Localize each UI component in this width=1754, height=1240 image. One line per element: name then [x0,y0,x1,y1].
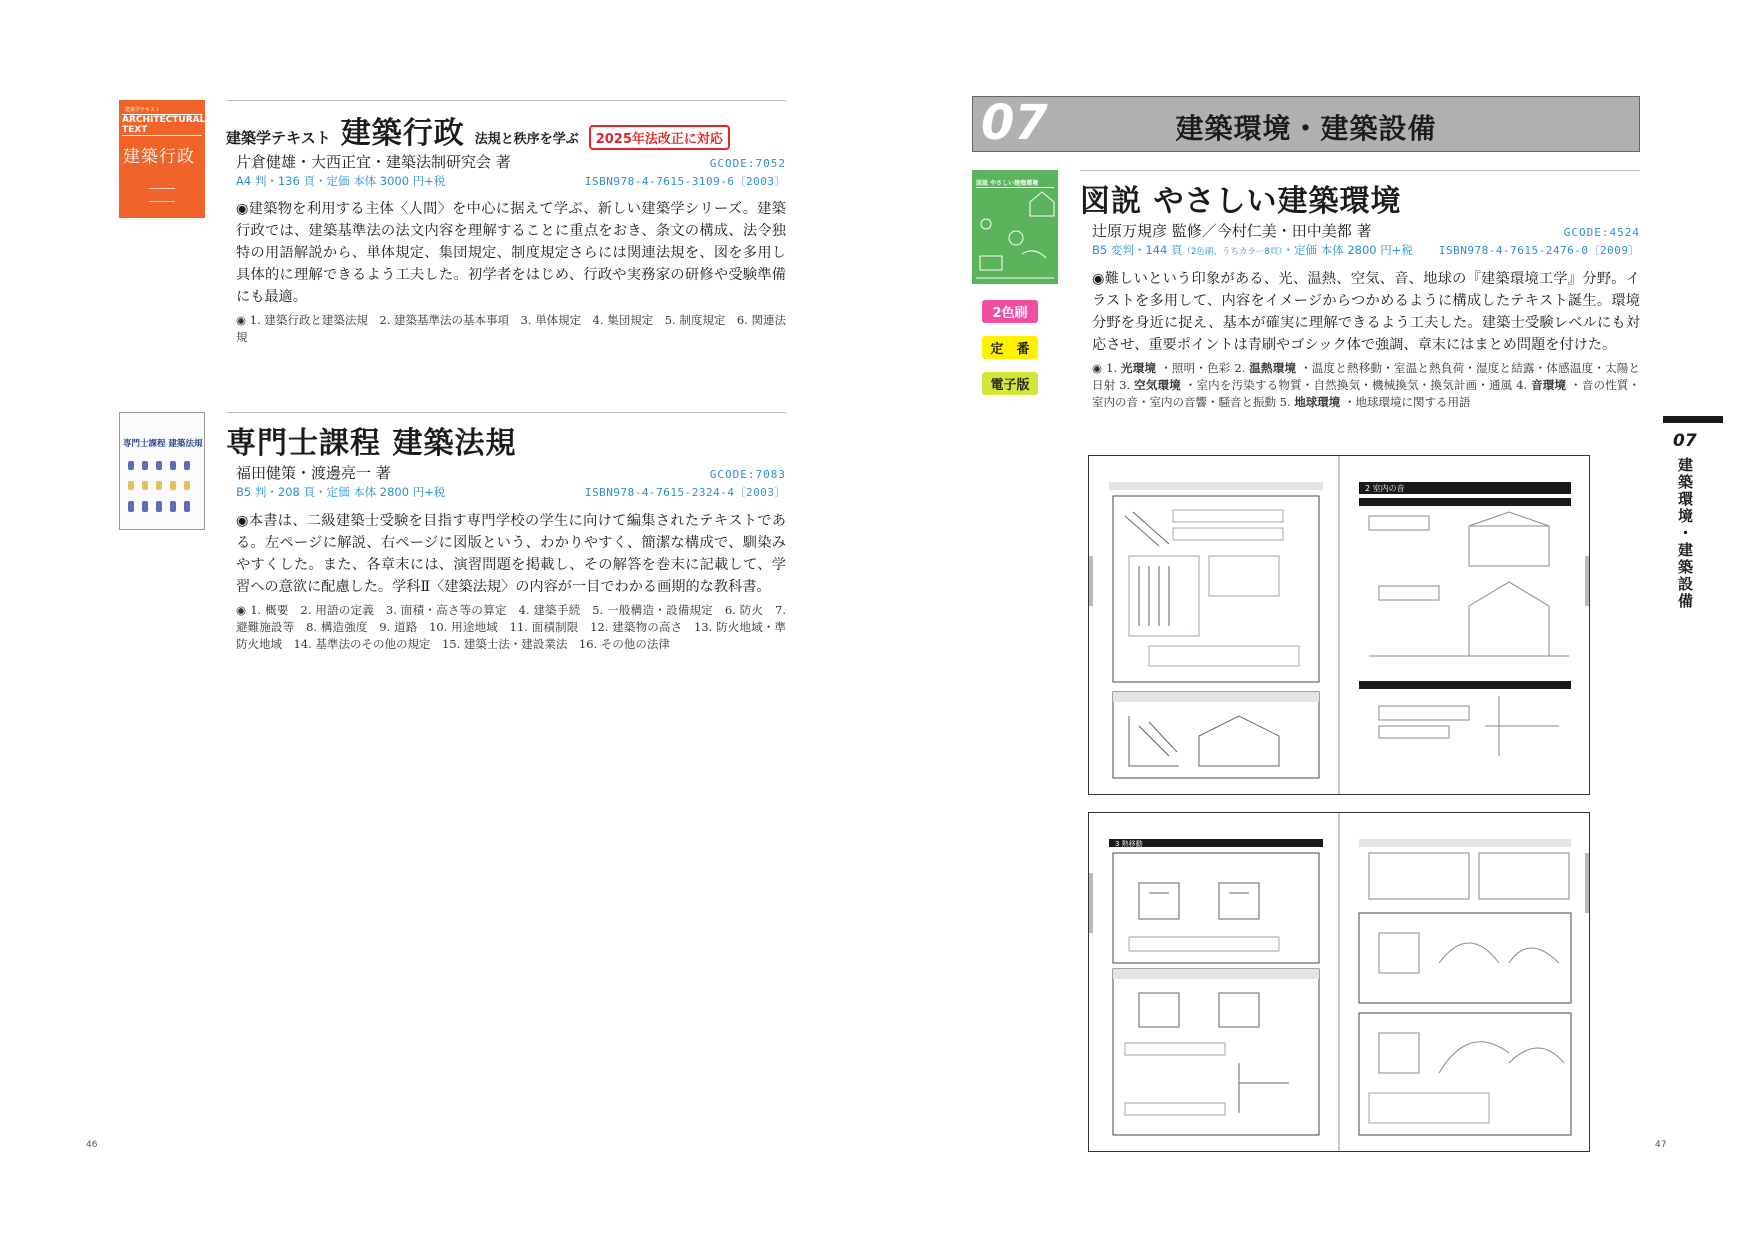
toc-head-5: 地球環境 [1294,395,1341,409]
tag-standard: 定 番 [982,336,1038,359]
title-row [226,108,730,152]
divider-line [226,412,786,413]
sample-spread-2 [1088,812,1590,1152]
book-gcode: GCODE:7083 [709,468,786,481]
divider-line [1080,170,1640,171]
book-isbn: ISBN978-4-7615-3109-6〔2003〕 [584,175,786,188]
sample-spread-2-drawing [1089,813,1589,1151]
book-description: ◉難しいという印象がある、光、温熱、空気、音、地球の『建築環境工学』分野。イラストを多用して、内容をイメージからつかめるように構成したテキスト誕生。環境分野を身近に捉え、基本が確実に理解できるよう工夫した。建築士受験レベルにも対応させ、重要ポイントは青刷やゴシック体で強調、章末にはまとめ問題を付けた。 [1092,271,1640,353]
sample-spread-1 [1088,455,1590,795]
book-isbn: ISBN978-4-7615-2476-0〔2009〕 [1438,244,1640,257]
title-row [1080,176,1401,220]
authors-row [236,151,786,172]
cover-top-big: ARCHITECTURAL TEXT [122,115,205,135]
chapter-number: 07 [981,95,1048,151]
toc-head-1: 光環境 [1121,361,1157,375]
book-toc: ◉ 1. 概要 2. 用語の定義 3. 面積・高さ等の算定 4. 建築手続 5. 一般構造・設備規定 6. 防火 7. 避難施設等 8. 構造強度 9. 道路 10. 用途地域 11. 面積制限 12. 建築物の高さ 13. 防火地域・準防火地域 14. 基準法のその他の規定 15. 建築士法・建設業法 16. その他の法律 [236,603,786,651]
book-cover-senmonshi [119,412,205,530]
book-spec: B5 判・208 頁・定価 本体 2800 円+税 [236,485,446,499]
cover-title: 図説 やさしい建築環境 [976,178,1054,188]
toc-items-3: ・室内を汚染する物質・自然換気・機械換気・換気計画・通風 [1184,378,1513,392]
spec-row [236,173,786,189]
spec-note: （2色刷、うちカラー8頁） [1182,247,1283,257]
chapter-title: 建築環境・建築設備 [1175,112,1437,145]
divider-line [226,100,786,101]
toc-head-3: 空気環境 [1134,378,1181,392]
book-series: 建築学テキスト [226,129,331,147]
cover-pattern [120,455,204,525]
book-description: ◉本書は、二級建築士受験を目指す専門学校の学生に向けて編集されたテキストである。左ページに解説、右ページに図版という、わかりやすく、簡潔な構成で、馴染みやすくした。また、各章末には、演習問題を掲載し、その解答を巻末に記載して、学習への意欲に配慮した。学科Ⅱ〈建築法規〉の内容が一目でわかる画期的な教科書。 [236,513,786,595]
cover-title: 専門士課程 建築法規 [123,439,203,449]
book-spec: A4 判・136 頁・定価 本体 3000 円+税 [236,174,446,188]
spec-row [1092,242,1640,258]
book-title: 専門士課程 建築法規 [226,426,517,461]
book-toc: ◉ 1. 建築行政と建築法規 2. 建築基準法の基本事項 3. 単体規定 4. 集団規定 5. 制度規定 6. 関連法規 [236,313,786,344]
authors-row [236,462,786,483]
spec-row [236,484,786,500]
toc-items-1: ・照明・色彩 [1160,361,1231,375]
book-gcode: GCODE:7052 [709,157,786,170]
book-gcode: GCODE:4524 [1563,226,1640,239]
law-revision-badge: 2025年法改正に対応 [589,125,730,150]
toc-items-4: ・音の性質・室内の音・室内の音響・騒音と振動 [1092,378,1641,409]
book-isbn: ISBN978-4-7615-2324-4〔2003〕 [584,486,786,499]
spec-main: B5 変判・144 頁 [1092,243,1183,257]
book-description: ◉建築物を利用する主体〈人間〉を中心に据えて学ぶ、新しい建築学シリーズ。建築行政では、建築基準法の法文内容を理解することに重点をおき、条文の構成、法令独特の用語解説から、単体規定、集団規定、制度規定さらには関連法規を、図を多用し具体的に理解できるよう工夫した。初学者をはじめ、行政や実務家の研修や受験準備にも最適。 [236,201,786,305]
spread-1-right-heading: 2 室内の音 [1365,484,1405,493]
page-number-right: 47 [1655,1140,1667,1150]
toc-num-3: 3. [1119,378,1131,392]
toc-num-1: ◉ 1. [1092,361,1118,375]
toc-num-2: 2. [1234,361,1246,375]
chapter-header [972,96,1640,152]
book-cover-zusetsu [972,170,1058,284]
cover-decor-lines [149,188,175,202]
spec-price: ・定価 本体 2800 円+税 [1282,243,1413,257]
chapter-side-tab [1663,416,1723,610]
book-spec [1092,242,1413,258]
side-tab-label: 建築環境・建築設備 [1676,457,1694,610]
tag-ebook: 電子版 [982,372,1038,395]
sample-spread-1-drawing [1089,456,1589,794]
toc-items-5: ・地球環境に関する用語 [1343,395,1471,409]
toc-items-2: ・温度と熱移動・室温と熱負荷・湿度と結露・体感温度・太陽と日射 [1092,361,1641,392]
toc-head-2: 温熱環境 [1249,361,1297,375]
cover-title: 建築行政 [123,147,195,167]
toc-num-4: 4. [1516,378,1528,392]
book-authors: 辻原万規彦 監修／今村仁美・田中美都 著 [1092,222,1372,240]
book-title: 建築行政 [340,116,465,151]
toc-head-4: 音環境 [1531,378,1567,392]
book-cover-kenchiku-gyosei [119,100,205,218]
spread-2-left-heading: 3 熱移動 [1115,840,1143,848]
book-authors: 片倉健雄・大西正宜・建築法制研究会 著 [236,153,511,171]
authors-row [1092,220,1640,241]
side-tab-number: 07 [1673,431,1697,451]
book-authors: 福田健策・渡邊亮一 著 [236,464,391,482]
toc-num-5: 5. [1279,395,1291,409]
book-title: 図説 やさしい建築環境 [1080,184,1402,219]
page-number-left: 46 [86,1140,98,1150]
cover-illustration [972,186,1058,284]
tag-two-color: 2色刷 [982,300,1038,323]
side-tab-bar [1663,416,1723,423]
book-toc [1092,360,1640,411]
title-row [226,418,516,462]
cover-top-small: 建築学テキスト [125,107,160,113]
book-subtitle: 法規と秩序を学ぶ [474,132,579,147]
